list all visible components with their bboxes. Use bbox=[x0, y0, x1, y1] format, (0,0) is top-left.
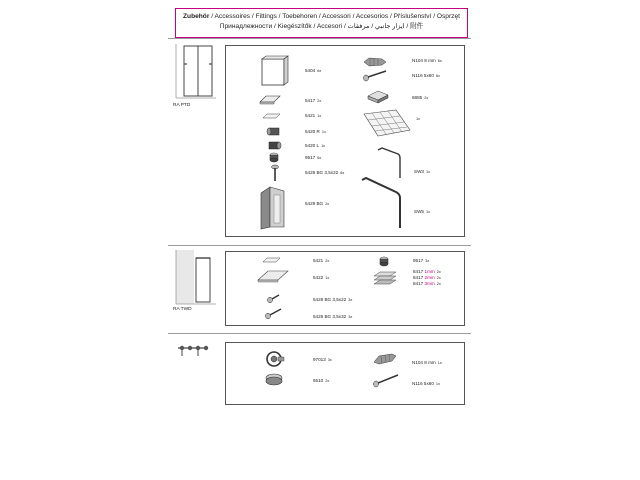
hooks-illustration bbox=[176, 340, 210, 360]
item-5421: 5421 1x bbox=[305, 113, 322, 118]
item-8417-1mm: 8417 1mm 2x bbox=[413, 269, 441, 274]
divider bbox=[168, 38, 471, 39]
screw-short-icon bbox=[266, 292, 280, 304]
item-5420r: 5420 R 1x bbox=[305, 129, 326, 134]
hinge-part-left-icon bbox=[266, 140, 282, 152]
cover-cap-icon bbox=[258, 55, 290, 87]
wall-plug-icon bbox=[372, 352, 398, 366]
divider bbox=[168, 245, 471, 246]
item-sw5: SW5 1x bbox=[414, 209, 430, 214]
screw-long-icon bbox=[264, 306, 282, 320]
item-9517-twd: 9517 3x bbox=[413, 258, 430, 263]
item-n104-acc: N104 8 mm 1x bbox=[412, 360, 442, 365]
item-5422: 5422 1x bbox=[313, 275, 330, 280]
glass-strip-icon bbox=[256, 268, 290, 286]
item-5428-32-twd: 5428 BG 3,5x32 3x bbox=[313, 314, 353, 319]
wall-profile-icon bbox=[258, 185, 288, 231]
item-9517: 9517 6x bbox=[305, 155, 322, 160]
item-5429: 5429 BG 2x bbox=[305, 201, 330, 206]
header-box bbox=[175, 8, 468, 38]
header-title-rest: / Accessoires / Fittings / Toebehoren / Accessori / Accesorios / Příslušenství / Osprzęt bbox=[209, 13, 460, 20]
item-5417: 5417 2x bbox=[305, 98, 322, 103]
item-tiles: 1x bbox=[416, 117, 421, 121]
plate-icon bbox=[262, 112, 282, 122]
hex-key-small-icon bbox=[374, 146, 408, 180]
hook-clip-icon bbox=[264, 350, 286, 368]
plate-icon bbox=[262, 256, 282, 266]
hinge-part-right-icon bbox=[266, 126, 282, 138]
block-icon bbox=[366, 88, 390, 104]
header-subtitle: Принадлежности / Kiegészítők / Accesori / ايزار جانبي / مرفقات / 附件 bbox=[219, 23, 424, 30]
item-8417-2mm: 8417 2mm 2x bbox=[413, 275, 441, 280]
item-n116: N116 5x60 6x bbox=[412, 73, 440, 78]
shower-ptd-illustration bbox=[172, 44, 216, 102]
divider bbox=[168, 333, 471, 334]
bumper-icon bbox=[378, 256, 390, 268]
item-97013: 97013 3x bbox=[313, 357, 332, 362]
item-n116-acc: N116 5x60 1x bbox=[412, 381, 440, 386]
shim-stack-icon bbox=[372, 270, 398, 286]
header-title-bold: Zubehör bbox=[183, 13, 210, 20]
hex-key-large-icon bbox=[360, 178, 408, 230]
item-5420l: 5420 L 1x bbox=[305, 143, 326, 148]
model-label-twd: RA TWD bbox=[173, 307, 192, 312]
item-6885: 6885 2x bbox=[412, 95, 429, 100]
screw-icon bbox=[270, 164, 280, 182]
item-sw3: SW3 1x bbox=[414, 169, 430, 174]
shower-twd-illustration bbox=[172, 250, 216, 306]
item-5428-22-twd: 5428 BG 3,5x22 3x bbox=[313, 297, 353, 302]
model-label-ptd: RA PTD bbox=[173, 103, 191, 108]
wall-plug-icon bbox=[362, 56, 388, 68]
header-title bbox=[176, 12, 467, 22]
item-n104: N104 8 mm 6x bbox=[412, 58, 442, 63]
item-6510: 6510 2x bbox=[313, 378, 330, 383]
rubber-pad-icon bbox=[264, 372, 284, 386]
item-5404: 5404 6x bbox=[305, 68, 322, 73]
pad-icon bbox=[258, 94, 282, 106]
item-5421-twd: 5421 2x bbox=[313, 258, 330, 263]
bumper-icon bbox=[268, 152, 280, 164]
item-5428-22: 5428 BG 3,5x22 6x bbox=[305, 170, 345, 175]
long-screw-icon bbox=[362, 68, 388, 82]
long-screw-icon bbox=[372, 372, 400, 388]
panel-accessories bbox=[225, 342, 465, 405]
tile-grid-icon bbox=[362, 108, 412, 138]
item-8417-3mm: 8417 3mm 2x bbox=[413, 281, 441, 286]
